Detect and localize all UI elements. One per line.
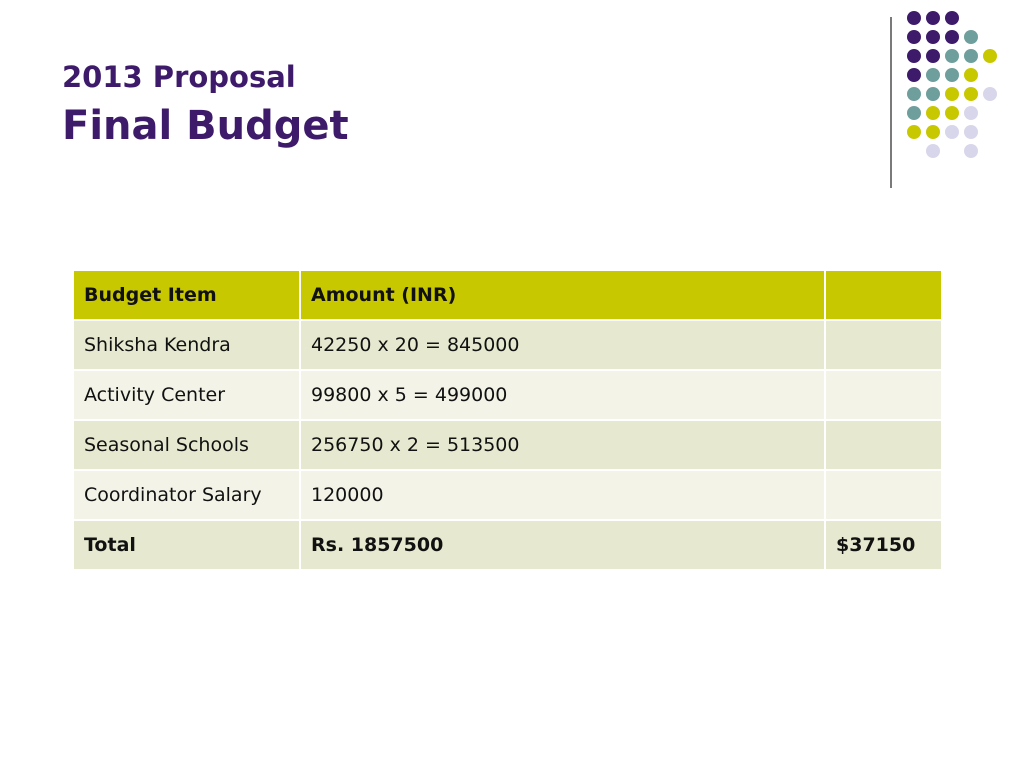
decorative-dot bbox=[945, 49, 959, 63]
decorative-dot bbox=[926, 11, 940, 25]
table-row bbox=[73, 470, 942, 520]
decorative-dot bbox=[945, 68, 959, 82]
decorative-dot bbox=[964, 49, 978, 63]
slide-title: Final Budget bbox=[62, 103, 349, 149]
decorative-dot bbox=[964, 106, 978, 120]
cell-total-inr: Rs. 1857500 bbox=[300, 520, 825, 570]
decorative-dot bbox=[926, 30, 940, 44]
decorative-dot bbox=[907, 68, 921, 82]
decorative-dot bbox=[907, 30, 921, 44]
cell-amount: 99800 x 5 = 499000 bbox=[300, 370, 825, 420]
decorative-dot bbox=[926, 144, 940, 158]
cell-amount: 42250 x 20 = 845000 bbox=[300, 320, 825, 370]
slide-subtitle: 2013 Proposal bbox=[62, 60, 296, 94]
budget-table bbox=[72, 269, 943, 571]
table-row bbox=[73, 420, 942, 470]
decorative-dot bbox=[945, 106, 959, 120]
decorative-dot bbox=[945, 87, 959, 101]
header-usd bbox=[825, 270, 942, 320]
cell-usd bbox=[825, 420, 942, 470]
cell-usd bbox=[825, 320, 942, 370]
table-row-total bbox=[73, 520, 942, 570]
header-budget-item: Budget Item bbox=[73, 270, 300, 320]
cell-usd bbox=[825, 370, 942, 420]
decorative-dot bbox=[964, 144, 978, 158]
cell-item: Activity Center bbox=[73, 370, 300, 420]
decorative-dot bbox=[964, 125, 978, 139]
decorative-dot bbox=[907, 87, 921, 101]
cell-amount: 120000 bbox=[300, 470, 825, 520]
cell-item: Coordinator Salary bbox=[73, 470, 300, 520]
decorative-dot bbox=[983, 49, 997, 63]
decorative-dot bbox=[964, 68, 978, 82]
decorative-dot bbox=[945, 11, 959, 25]
decorative-dot bbox=[926, 87, 940, 101]
decorative-dot bbox=[907, 125, 921, 139]
decorative-dot bbox=[907, 49, 921, 63]
decorative-dot bbox=[945, 30, 959, 44]
table-row bbox=[73, 320, 942, 370]
cell-total-label: Total bbox=[73, 520, 300, 570]
decorative-dot bbox=[983, 87, 997, 101]
cell-item: Seasonal Schools bbox=[73, 420, 300, 470]
header-amount-inr: Amount (INR) bbox=[300, 270, 825, 320]
budget-table-header-row bbox=[73, 270, 942, 320]
decorative-dot bbox=[964, 30, 978, 44]
decorative-dot bbox=[926, 68, 940, 82]
decorative-dot bbox=[926, 125, 940, 139]
decorative-divider bbox=[890, 17, 892, 188]
decorative-dot bbox=[964, 87, 978, 101]
decorative-dot-grid bbox=[907, 11, 1017, 171]
decorative-dot bbox=[926, 49, 940, 63]
cell-amount: 256750 x 2 = 513500 bbox=[300, 420, 825, 470]
cell-usd bbox=[825, 470, 942, 520]
table-row bbox=[73, 370, 942, 420]
decorative-dot bbox=[945, 125, 959, 139]
decorative-dot bbox=[907, 106, 921, 120]
cell-item: Shiksha Kendra bbox=[73, 320, 300, 370]
decorative-dot bbox=[907, 11, 921, 25]
decorative-dot bbox=[926, 106, 940, 120]
cell-total-usd: $37150 bbox=[825, 520, 942, 570]
